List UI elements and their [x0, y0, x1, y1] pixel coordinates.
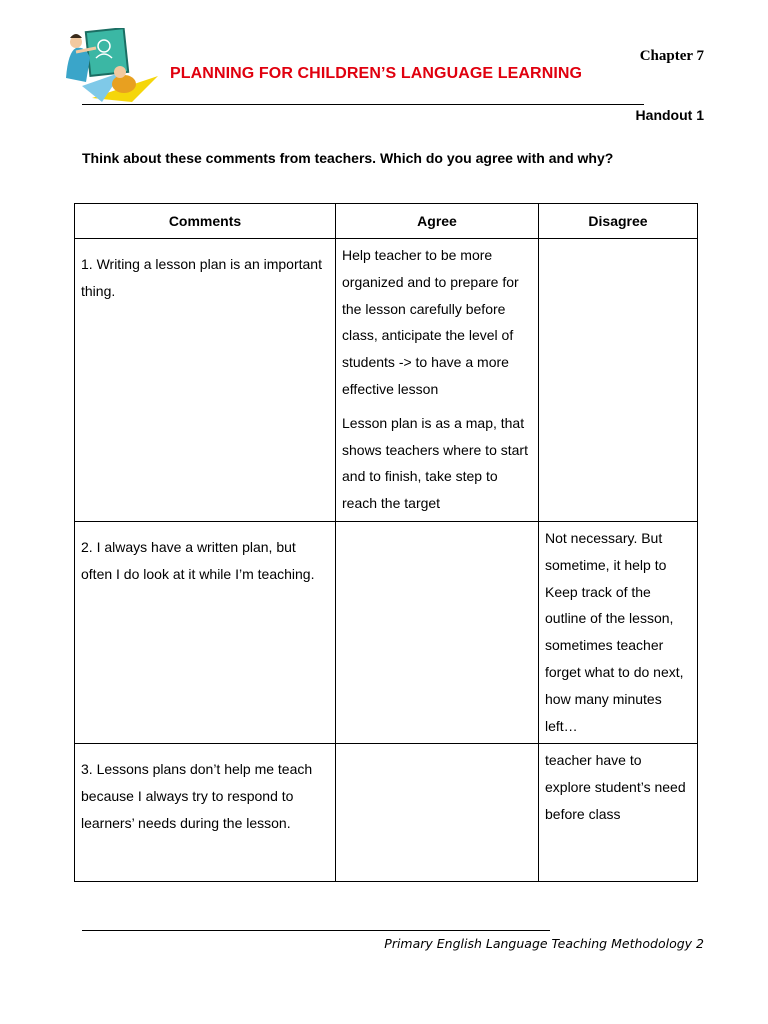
header-disagree: Disagree [539, 204, 698, 239]
header-divider [82, 104, 644, 105]
disagree-cell [539, 239, 698, 522]
teacher-clipart-icon [62, 28, 162, 104]
header-comments: Comments [75, 204, 336, 239]
handout-label: Handout 1 [635, 107, 704, 123]
header-agree: Agree [336, 204, 539, 239]
disagree-cell: teacher have to explore student’s need before class [539, 744, 698, 882]
table-row [75, 744, 698, 882]
comment-cell: 3. Lessons plans don’t help me teach because I always try to respond to learners’ needs during the lesson. [75, 744, 336, 882]
footer-text: Primary English Language Teaching Methodology 2 [384, 936, 704, 951]
footer-divider [82, 930, 550, 931]
instruction-prompt: Think about these comments from teachers. Which do you agree with and why? [82, 150, 614, 166]
comment-cell: 2. I always have a written plan, but often I do look at it while I’m teaching. [75, 522, 336, 744]
agree-paragraph: Help teacher to be more organized and to prepare for the lesson carefully before class, anticipate the level of students -> to have a more effective lesson [342, 247, 519, 397]
table-header-row [75, 204, 698, 239]
table-row [75, 522, 698, 744]
disagree-cell: Not necessary. But sometime, it help to Keep track of the outline of the lesson, sometimes teacher forget what to do next, how many minutes left… [539, 522, 698, 744]
page-title: PLANNING FOR CHILDREN’S LANGUAGE LEARNING [170, 65, 583, 82]
chapter-label: Chapter 7 [639, 48, 704, 64]
agree-cell [336, 744, 539, 882]
agree-cell [336, 239, 539, 522]
comment-cell: 1. Writing a lesson plan is an important thing. [75, 239, 336, 522]
agree-cell [336, 522, 539, 744]
agree-paragraph: Lesson plan is as a map, that shows teachers where to start and to finish, take step to reach the target [342, 414, 528, 512]
comments-table [74, 203, 698, 882]
table-row [75, 239, 698, 522]
